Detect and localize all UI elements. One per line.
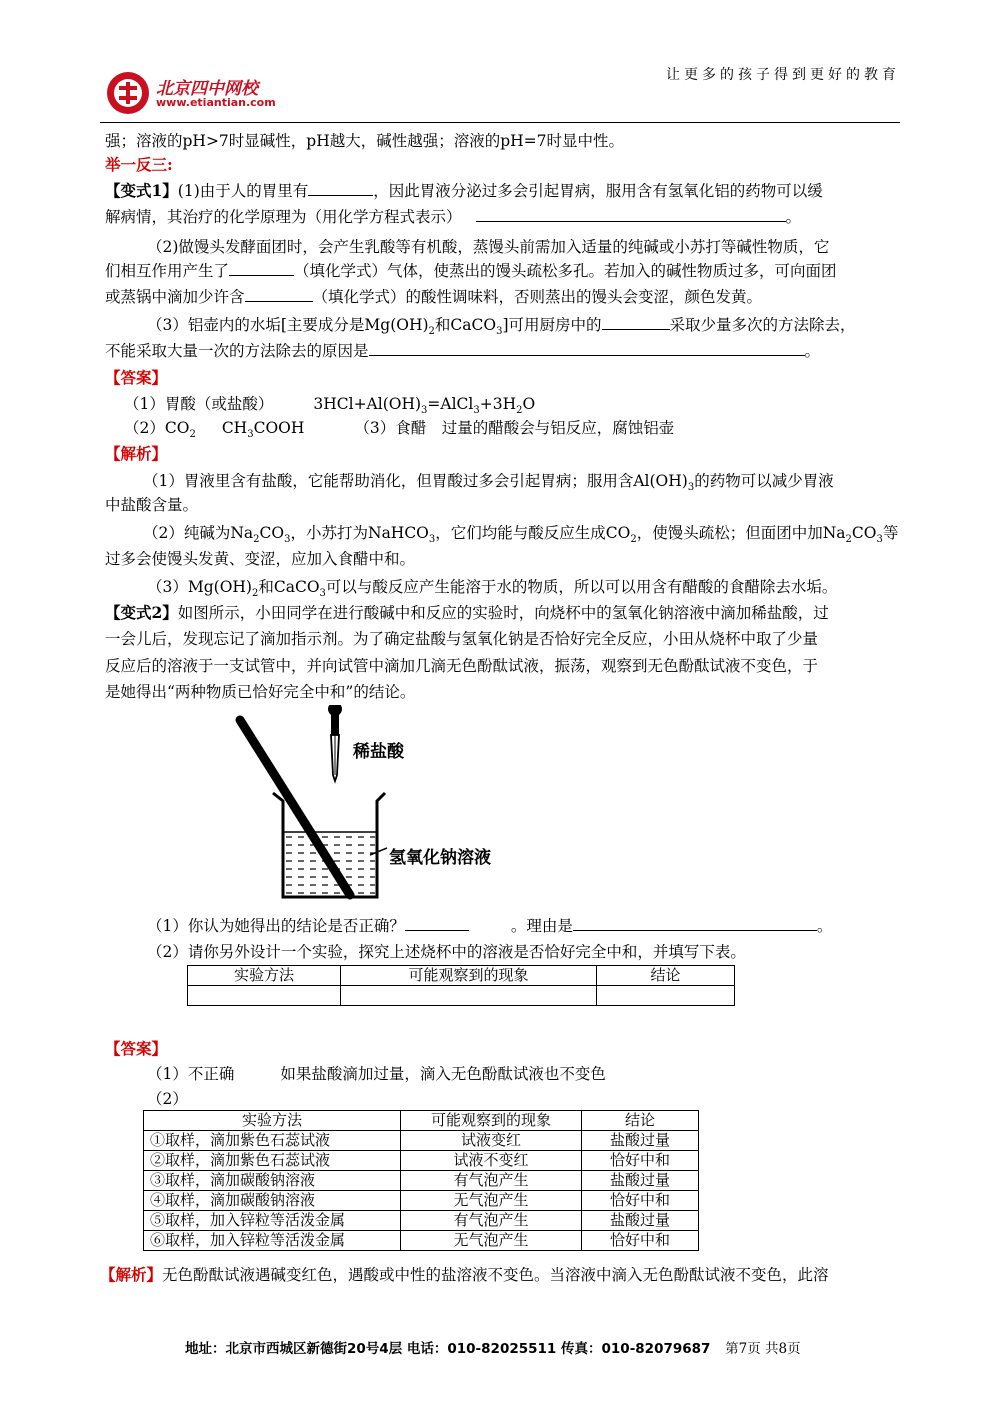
v2-table-cell[interactable] [597,986,735,1006]
blank-1[interactable] [308,181,373,196]
header [100,60,900,126]
v1-q3-line1: （3）铝壶内的水垢[主要成分是$Mg(OH)_2$和CaCO$_3$]可用厨房中的 采取少量多次的方法除去， [147,316,856,338]
v2-table-cell[interactable] [188,986,341,1006]
table-row [144,1171,699,1191]
v1-tag: 【变式1】 [105,181,178,200]
analysis1-p3: $(3)Mg(OH)_2$和CaCO$_3$可以与酸反应产生能溶于水的物质，所以可以用含有醋酸的食醋除去水垢。 [147,578,838,600]
v2-line1: 【变式2】如图所示，小田同学在进行酸碱中和反应的实验时，向烧杯中的氢氧化钠溶液中滴加稀盐酸，过 [105,603,829,622]
table-cell: 盐酸过量 [582,1131,699,1151]
table-row [144,1131,699,1151]
table-cell: 有气泡产生 [401,1171,582,1191]
answer1-line2: $(2)CO_2$ $CH_3COOH$ （3）食醋 过量的醋酸会与铝反应，腐蚀铝壶 [124,419,675,441]
footer [185,1337,801,1357]
v2-table-header: 实验方法 [188,966,341,986]
table-cell: 试液变红 [401,1131,582,1151]
answer2-line1: （1）不正确 如果盐酸滴加过量，滴入无色酚酞试液也不变色 [147,1065,606,1083]
logo-text: 北京四中网校 [156,79,258,99]
beaker-figure [225,705,545,905]
v1-q3-line2: 不能采取大量一次的方法除去的原因是 。 [105,342,821,360]
v2-line3: 反应后的溶液于一支试管中，并向试管中滴加几滴无色酚酞试液，振荡，观察到无色酚酞试液不变色，于 [105,657,819,675]
v2-q2: （2）请你另外设计一个实验，探究上述烧杯中的溶液是否恰好完全中和，并填写下表。 [147,943,746,961]
v1-q1-line1: 【变式1】(1)由于人的胃里有 ，因此胃液分泌过多会引起胃病，服用含有氢氧化铝的药物可以缓 [105,181,823,200]
blank-3[interactable] [229,261,294,276]
table-row [144,1151,699,1171]
answer2-line2: （2） [147,1090,188,1108]
logo-url: www.etiantian.com [156,96,276,109]
beaker [273,793,385,897]
logo-icon [105,70,151,116]
analysis1-p2b: 过多会使馒头发黄、变涩，应加入食醋中和。 [105,550,416,568]
table-row [144,1211,699,1231]
answer1-title: 【答案】 [105,368,168,387]
v2-blank-table [187,965,735,1006]
table-header: 可能观察到的现象 [401,1111,582,1131]
intro-line: 强；溶液的pH>7时显碱性，pH越大，碱性越强；溶液的pH=7时显中性。 [105,132,625,150]
table-cell: ⑤取样，加入锌粒等活泼金属 [144,1211,401,1231]
v2-q1: （1）你认为她得出的结论是否正确？ 。理由是 。 [147,917,833,935]
table-cell: 恰好中和 [582,1151,699,1171]
analysis1-p2: （2）纯碱为$Na_2CO_3$，小苏打为NaHCO$_3$，它们均能与酸反应生成$CO_2$，使馒头疏松；但面团中加$Na_2CO_3$等 [143,524,899,546]
table-cell: 试液不变红 [401,1151,582,1171]
answer-table [143,1110,699,1251]
blank-4[interactable] [245,287,313,302]
table-header: 实验方法 [144,1111,401,1131]
table-cell: ①取样，滴加紫色石蕊试液 [144,1131,401,1151]
answer2-title: 【答案】 [105,1039,168,1058]
blank-7[interactable] [405,916,469,931]
table-cell: 无气泡产生 [401,1191,582,1211]
v2-table-header: 结论 [597,966,735,986]
slogan: 让更多的孩子得到更好的教育 [666,67,900,83]
v2-line4: 是她得出“两种物质已恰好完全中和”的结论。 [105,683,416,701]
table-row [144,1231,699,1251]
table-cell: ③取样，滴加碳酸钠溶液 [144,1171,401,1191]
v1-q2-line3: 或蒸锅中滴加少许含 （填化学式）的酸性调味料，否则蒸出的馒头会变涩，颜色发黄。 [105,288,763,306]
v2-line2: 一会儿后，发现忘记了滴加指示剂。为了确定盐酸与氢氧化钠是否恰好完全反应，小田从烧杯中取了少量 [105,630,819,648]
blank-5[interactable] [602,315,670,330]
table-header-row [144,1111,699,1131]
blank-2[interactable] [476,207,786,222]
blank-8[interactable] [573,916,817,931]
analysis2-line: 【解析】无色酚酞试液遇碱变红色，遇酸或中性的盐溶液不变色。当溶液中滴入无色酚酞试液不变色，此溶 [100,1265,829,1284]
table-cell: 恰好中和 [582,1191,699,1211]
analysis1-p1: （1）胃液里含有盐酸，它能帮助消化，但胃酸过多会引起胃病；服用含$Al(OH)_3$的药物可以减少胃液 [143,472,834,494]
section-title: 举一反三: [105,155,173,174]
dropper [328,705,342,781]
table-cell: 无气泡产生 [401,1231,582,1251]
v1-q2-line1: （2)做馒头发酵面团时，会产生乳酸等有机酸，蒸馒头前需加入适量的纯碱或小苏打等碱性物质，它 [147,238,830,256]
v1-q1-line2: 解病情，其治疗的化学原理为（用化学方程式表示） 。 [105,208,802,226]
table-row [144,1191,699,1211]
table-cell: ⑥取样，加入锌粒等活泼金属 [144,1231,401,1251]
answer1-line1: （1）胃酸（或盐酸） $3HCl+Al(OH)_3=AlCl_3+3H_2O$ [124,395,536,417]
v2-tag: 【变式2】 [105,603,178,622]
table-cell: 盐酸过量 [582,1211,699,1231]
table-cell: ④取样，滴加碳酸钠溶液 [144,1191,401,1211]
v2-table-header: 可能观察到的现象 [341,966,597,986]
table-header: 结论 [582,1111,699,1131]
table-cell: 恰好中和 [582,1231,699,1251]
footer-address: 地址：北京市西城区新德街20号4层 电话：010-82025511 传真：010-82079687 [185,1341,711,1357]
label-base: 氢氧化钠溶液 [389,848,491,868]
label-acid: 稀盐酸 [353,742,404,762]
table-cell: ②取样，滴加紫色石蕊试液 [144,1151,401,1171]
v1-q2-line2: 们相互作用产生了 （填化学式）气体，使蒸出的馒头疏松多孔。若加入的碱性物质过多，可向面团 [105,262,837,280]
header-rule [100,122,900,123]
table-cell: 盐酸过量 [582,1171,699,1191]
blank-6[interactable] [369,341,805,356]
table-cell: 有气泡产生 [401,1211,582,1231]
page-number: 第7页 共8页 [725,1341,801,1357]
analysis2-title: 【解析】 [100,1265,163,1284]
analysis1-title: 【解析】 [105,444,168,463]
v2-table-cell[interactable] [341,986,597,1006]
analysis1-p1b: 中盐酸含量。 [105,496,199,514]
